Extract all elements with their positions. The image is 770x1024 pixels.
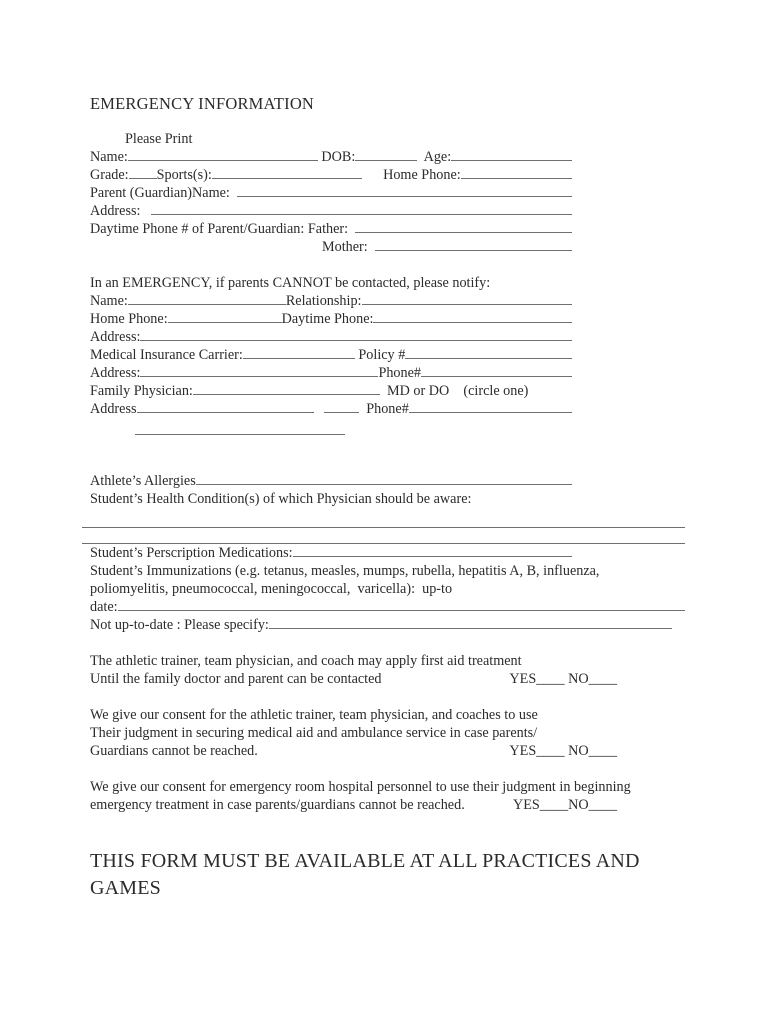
contact-name-relationship-line	[90, 292, 572, 310]
form-text: Home Phone:	[361, 167, 461, 183]
blank-line	[421, 365, 572, 377]
form-text: Not up-to-date : Please specify:	[90, 617, 269, 633]
form-text: Please Print	[125, 131, 193, 147]
daytime-phone-father-line	[90, 220, 572, 238]
blank-line	[128, 149, 318, 161]
form-text: Address	[90, 401, 137, 417]
physician-address-continuation-rule	[135, 418, 345, 435]
blank-line	[373, 311, 572, 323]
form-text: YES____ NO____	[509, 743, 617, 759]
first-aid-consent-line-2	[90, 670, 617, 688]
form-text: Student’s Immunizations (e.g. tetanus, measles, mumps, rubella, hepatitis A, B, influenza,	[90, 563, 600, 579]
form-text: Student’s Perscription Medications:	[90, 545, 293, 561]
blank-line	[243, 347, 355, 359]
blank-line	[451, 149, 572, 161]
blank-line	[128, 293, 286, 305]
blank-line	[405, 347, 572, 359]
health-conditions-line	[90, 490, 770, 508]
form-text: Student’s Health Condition(s) of which Physician should be aware:	[90, 491, 472, 507]
writein-rule-1	[82, 508, 685, 528]
blank-line	[140, 329, 572, 341]
form-text: Athlete’s Allergies	[90, 473, 196, 489]
form-text: Address:	[90, 329, 141, 345]
form-text: In an EMERGENCY, if parents CANNOT be contacted, please notify:	[90, 275, 491, 291]
ambulance-consent-line-1	[90, 706, 770, 724]
form-text: Phone#	[359, 401, 409, 417]
form-text: Age:	[417, 149, 452, 165]
form-text: Name:	[90, 149, 128, 165]
form-text: Parent (Guardian)Name:	[90, 185, 237, 201]
immunizations-line-1	[90, 562, 770, 580]
contact-phones-line	[90, 310, 572, 328]
form-text: DOB:	[317, 149, 356, 165]
grade-sports-homephone-line	[90, 166, 572, 184]
form-text: Policy #	[354, 347, 406, 363]
up-to-date-line	[90, 598, 685, 616]
prescription-medications-line	[90, 544, 572, 562]
emergency-notify-header-line	[90, 274, 770, 292]
form-text: The athletic trainer, team physician, and coach may apply first aid treatment	[90, 653, 522, 669]
form-text: poliomyelitis, pneumococcal, meningococcal, varicella): up-to	[90, 581, 453, 597]
not-up-to-date-line	[90, 616, 672, 634]
ambulance-consent-line-3	[90, 742, 617, 760]
blank-line	[237, 185, 572, 197]
daytime-phone-mother-line	[322, 238, 572, 256]
blank-line	[168, 311, 282, 323]
form-text: Relationship:	[285, 293, 362, 309]
form-text: Guardians cannot be reached.	[90, 743, 258, 759]
blank-line	[409, 401, 572, 413]
form-body	[90, 130, 770, 814]
name-dob-age-line	[90, 148, 572, 166]
physician-address-phone-line	[90, 400, 572, 418]
form-text: Daytime Phone:	[281, 311, 374, 327]
form-text: We give our consent for the athletic trainer, team physician, and coaches to use	[90, 707, 538, 723]
please-print-line	[125, 130, 770, 148]
er-consent-line-2	[90, 796, 617, 814]
form-text: Grade:	[90, 167, 129, 183]
blank-line	[324, 401, 359, 413]
form-text: Their judgment in securing medical aid and ambulance service in case parents/	[90, 725, 538, 741]
athletes-allergies-line	[90, 472, 572, 490]
immunizations-line-2	[90, 580, 770, 598]
form-text: emergency treatment in case parents/guardians cannot be reached.	[90, 797, 465, 813]
form-text: Medical Insurance Carrier:	[90, 347, 243, 363]
blank-line	[212, 167, 362, 179]
contact-address-line	[90, 328, 572, 346]
form-text: We give our consent for emergency room hospital personnel to use their judgment in beginning	[90, 779, 631, 795]
writein-rule-2	[82, 528, 685, 544]
form-text: Until the family doctor and parent can be contacted	[90, 671, 382, 687]
blank-line	[355, 149, 417, 161]
form-text: date:	[90, 599, 118, 615]
form-text: Daytime Phone # of Parent/Guardian: Father:	[90, 221, 356, 237]
form-text: Mother:	[322, 239, 375, 255]
blank-line	[137, 401, 314, 413]
ambulance-consent-line-2	[90, 724, 770, 742]
blank-line	[375, 239, 572, 251]
form-text: MD or DO (circle one)	[379, 383, 529, 399]
family-physician-line	[90, 382, 770, 400]
form-text: YES____NO____	[512, 797, 617, 813]
blank-line	[196, 473, 572, 485]
form-text: Phone#	[378, 365, 422, 381]
blank-line	[355, 221, 572, 233]
blank-line	[151, 203, 572, 215]
form-text: Name:	[90, 293, 128, 309]
insurance-address-phone-line	[90, 364, 572, 382]
blank-line	[193, 383, 380, 395]
parent-address-line	[90, 202, 572, 220]
form-text: YES____ NO____	[509, 671, 617, 687]
footer-heading: THIS FORM MUST BE AVAILABLE AT ALL PRACTICES AND GAMES	[90, 850, 640, 899]
blank-line	[269, 617, 672, 629]
form-text: Address:	[90, 365, 141, 381]
form-text: Home Phone:	[90, 311, 168, 327]
blank-line	[461, 167, 572, 179]
parent-guardian-name-line	[90, 184, 572, 202]
form-text: Address:	[90, 203, 152, 219]
er-consent-line-1	[90, 778, 770, 796]
blank-line	[140, 365, 378, 377]
page-title: EMERGENCY INFORMATION	[90, 94, 315, 113]
blank-line	[118, 599, 685, 611]
blank-line	[362, 293, 573, 305]
form-text: Sports(s):	[156, 167, 212, 183]
blank-line	[293, 545, 572, 557]
first-aid-consent-line-1	[90, 652, 770, 670]
blank-line	[129, 167, 157, 179]
form-text	[314, 400, 325, 418]
insurance-carrier-policy-line	[90, 346, 572, 364]
form-text: Family Physician:	[90, 383, 193, 399]
